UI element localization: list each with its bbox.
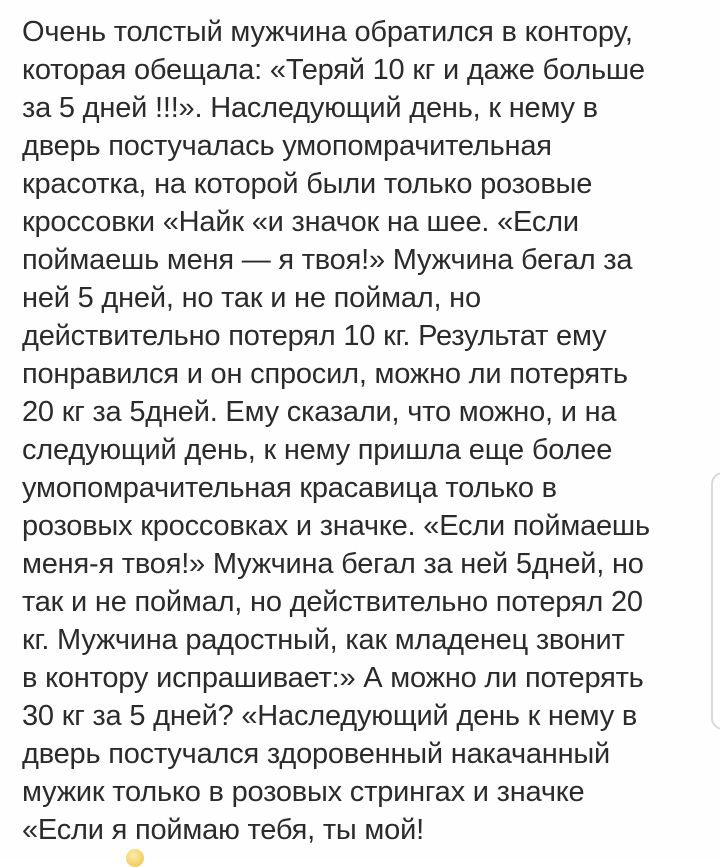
text-line: так и не поймал, но действительно потерял 20	[22, 586, 643, 618]
text-line: поймаешь меня — я твоя!» Мужчина бегал за	[22, 244, 633, 276]
text-line: 30 кг за 5 дней? «Наследующий день к нему в	[22, 700, 638, 732]
text-line: дверь постучалась умопомрачительная	[22, 130, 552, 162]
yellow-emoji-icon	[126, 849, 144, 867]
joke-text	[22, 13, 720, 849]
text-line: за 5 дней !!!». Наследующий день, к нему в	[22, 92, 598, 124]
text-line: меня-я твоя!» Мужчина бегал за ней 5дней, но	[22, 548, 644, 580]
text-line: «Если я поймаю тебя, ты мой!	[22, 814, 424, 846]
text-line: розовых кроссовках и значке. «Если поймаешь	[22, 510, 650, 542]
text-line: действительно потерял 10 кг. Результат ему	[22, 320, 607, 352]
text-line: красотка, на которой были только розовые	[22, 168, 593, 200]
text-line: понравился и он спросил, можно ли потерять	[22, 358, 628, 390]
text-line: дверь постучался здоровенный накачанный	[22, 738, 611, 770]
text-line: в контору испрашивает:» А можно ли потерять	[22, 662, 644, 694]
text-line: умопомрачительная красавица только в	[22, 472, 557, 504]
text-line: 20 кг за 5дней. Ему сказали, что можно, и на	[22, 396, 617, 428]
text-line: ней 5 дней, но так и не поймал, но	[22, 282, 481, 314]
text-line: мужик только в розовых стрингах и значке	[22, 776, 585, 808]
text-line: следующий день, к нему пришла еще более	[22, 434, 613, 466]
text-line: кроссовки «Найк «и значок на шее. «Если	[22, 206, 579, 238]
text-line: которая обещала: «Теряй 10 кг и даже больше	[22, 54, 645, 86]
scroll-indicator[interactable]	[711, 472, 720, 730]
text-line: Очень толстый мужчина обратился в контору,	[22, 16, 633, 48]
text-line: кг. Мужчина радостный, как младенец звонит	[22, 624, 625, 656]
